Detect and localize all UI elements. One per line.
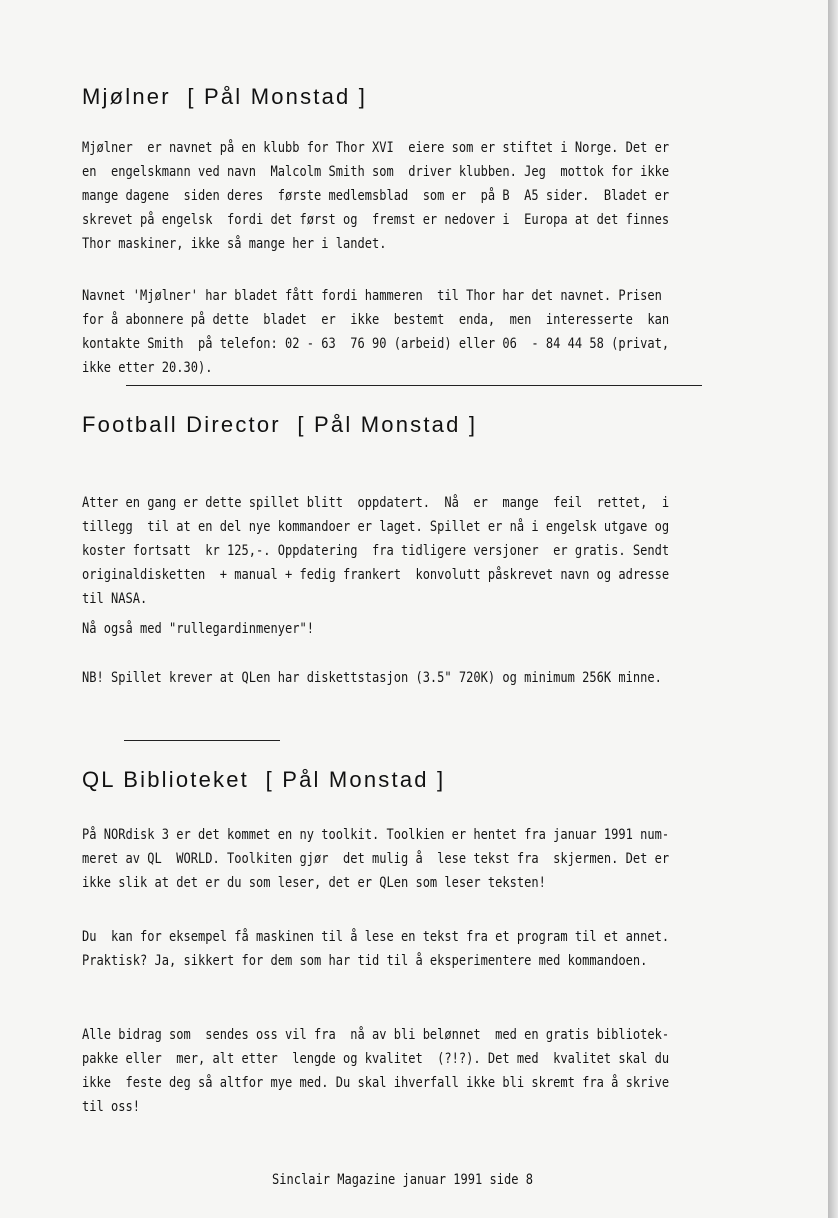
text-line: Du kan for eksempel få maskinen til å lese en tekst fra et program til et annet.: [82, 929, 670, 945]
text-line: tillegg til at en del nye kommandoer er laget. Spillet er nå i engelsk utgave og: [82, 519, 670, 535]
text-line: ikke slik at det er du som leser, det er QLen som leser teksten!: [82, 875, 546, 891]
page-edge-shadow: [828, 0, 838, 1218]
page-footer: Sinclair Magazine januar 1991 side 8: [272, 1172, 533, 1188]
text-line: Alle bidrag som sendes oss vil fra nå av bli belønnet med en gratis bibliotek-: [82, 1027, 670, 1043]
text-line: ikke etter 20.30).: [82, 360, 213, 376]
section-heading-football-director: Football Director [ Pål Monstad ]: [82, 412, 478, 437]
text-line: mange dagene siden deres første medlemsblad som er på B A5 sider. Bladet er: [82, 188, 670, 204]
text-line: koster fortsatt kr 125,-. Oppdatering fra tidligere versjoner er gratis. Sendt: [82, 543, 670, 559]
paragraph-football-requirements: [82, 666, 691, 690]
paragraph-mjolner-intro: [82, 136, 691, 256]
text-line: pakke eller mer, alt etter lengde og kvalitet (?!?). Det med kvalitet skal du: [82, 1051, 670, 1067]
text-line: originaldisketten + manual + fedig frankert konvolutt påskrevet navn og adresse: [82, 567, 670, 583]
text-line: til NASA.: [82, 591, 148, 607]
paragraph-football-menus: [82, 617, 691, 641]
text-line: Praktisk? Ja, sikkert for dem som har tid til å eksperimentere med kommandoen.: [82, 953, 648, 969]
text-line: kontakte Smith på telefon: 02 - 63 76 90 (arbeid) eller 06 - 84 44 58 (privat,: [82, 336, 670, 352]
text-line: meret av QL WORLD. Toolkiten gjør det mulig å lese tekst fra skjermen. Det er: [82, 851, 670, 867]
text-line: for å abonnere på dette bladet er ikke bestemt enda, men interesserte kan: [82, 312, 670, 328]
section-divider: [124, 740, 280, 741]
text-line: en engelskmann ved navn Malcolm Smith som driver klubben. Jeg mottok for ikke: [82, 164, 670, 180]
text-line: ikke feste deg så altfor mye med. Du skal ihverfall ikke bli skremt fra å skrive: [82, 1075, 670, 1091]
section-heading-ql-biblioteket: QL Biblioteket [ Pål Monstad ]: [82, 767, 446, 792]
paragraph-ql-example: [82, 925, 691, 973]
text-line: Atter en gang er dette spillet blitt oppdatert. Nå er mange feil rettet, i: [82, 495, 670, 511]
paragraph-football-update: [82, 491, 691, 611]
text-line: Nå også med "rullegardinmenyer"!: [82, 621, 314, 637]
paragraph-mjolner-subscription: [82, 284, 691, 380]
text-line: Navnet 'Mjølner' har bladet fått fordi hammeren til Thor har det navnet. Prisen: [82, 288, 662, 304]
text-line: Mjølner er navnet på en klubb for Thor XVI eiere som er stiftet i Norge. Det er: [82, 140, 670, 156]
text-line: NB! Spillet krever at QLen har diskettstasjon (3.5" 720K) og minimum 256K minne.: [82, 670, 662, 686]
text-line: skrevet på engelsk fordi det først og fremst er nedover i Europa at det finnes: [82, 212, 670, 228]
text-line: På NORdisk 3 er det kommet en ny toolkit. Toolkien er hentet fra januar 1991 num-: [82, 827, 670, 843]
text-line: Thor maskiner, ikke så mange her i landet.: [82, 236, 387, 252]
text-line: til oss!: [82, 1099, 140, 1115]
paragraph-ql-contributions: [82, 1023, 691, 1119]
section-heading-mjolner: Mjølner [ Pål Monstad ]: [82, 84, 368, 109]
paragraph-ql-toolkit: [82, 823, 691, 895]
section-divider: [126, 385, 702, 386]
